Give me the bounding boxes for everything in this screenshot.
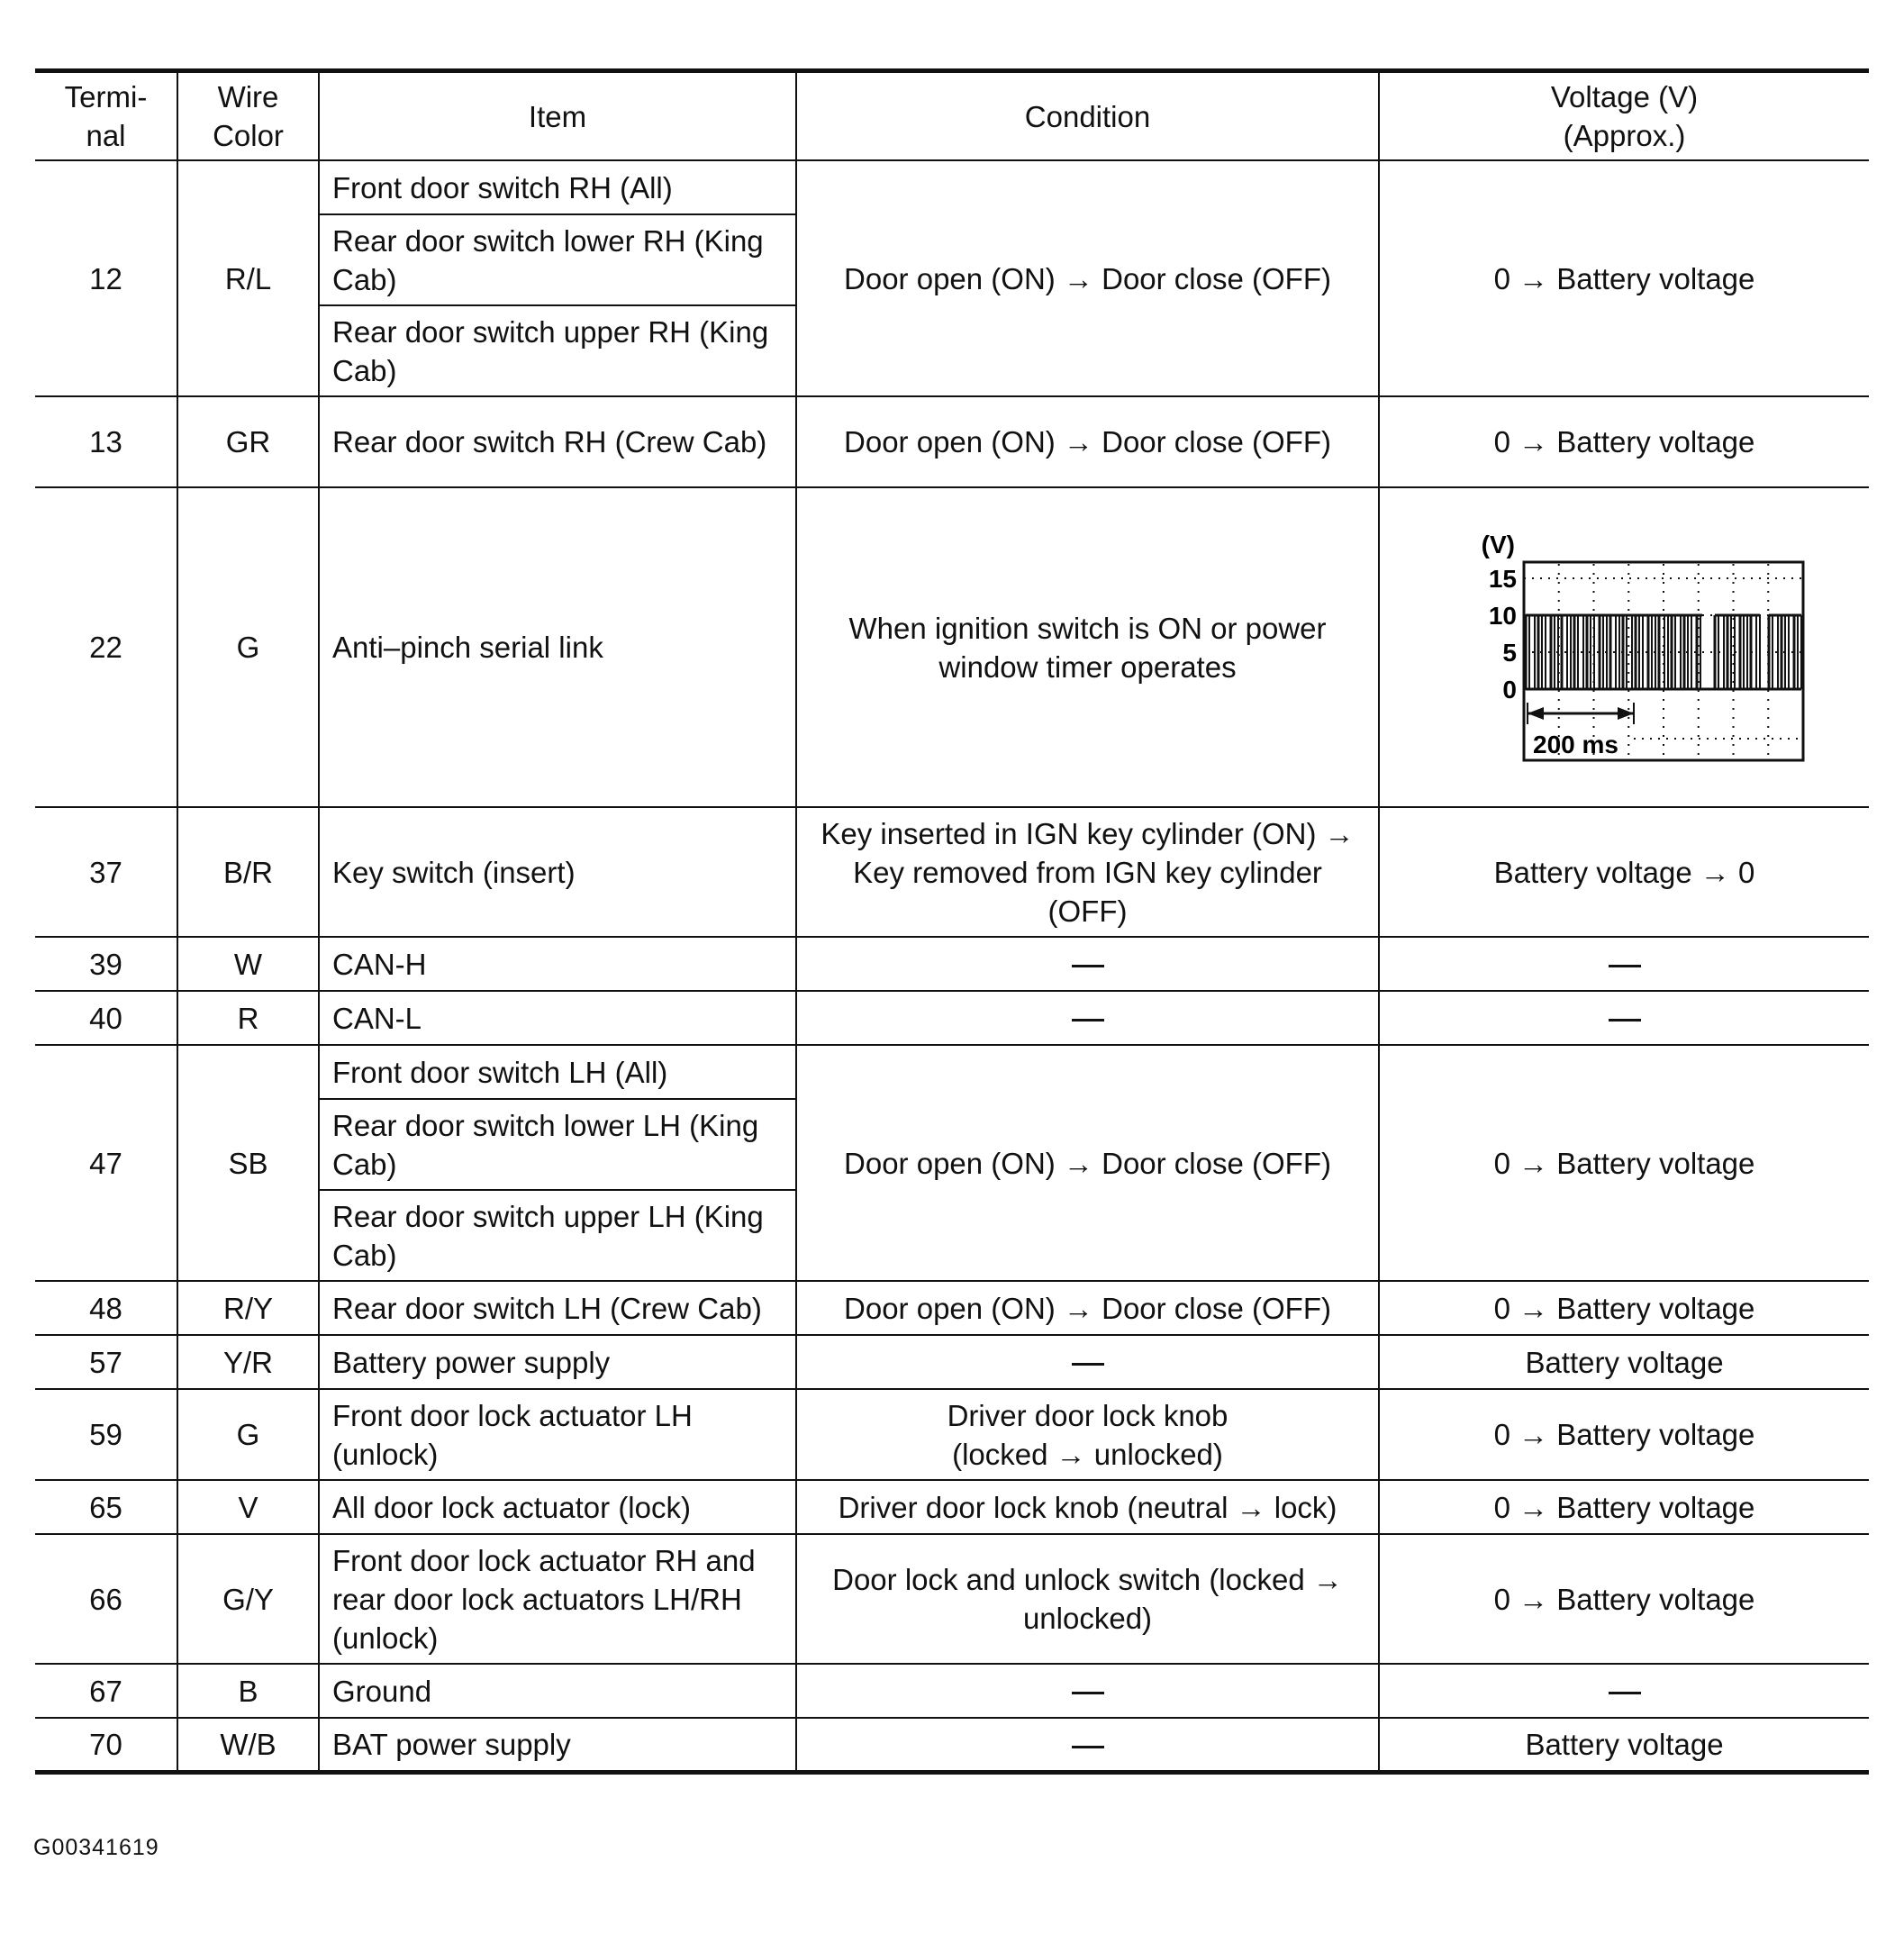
condition-cell: [796, 1389, 1379, 1480]
figure-id: G00341619: [33, 1835, 159, 1860]
item-cell: Rear door switch lower RH (King Cab): [319, 214, 796, 305]
table-row: [35, 1534, 1869, 1664]
terminal-cell: 13: [35, 396, 177, 487]
item-cell: Front door lock actuator LH (unlock): [319, 1389, 796, 1480]
condition-cell: Door open (ON) → Door close (OFF): [796, 160, 1379, 396]
condition-cell: Door lock and unlock switch (locked → unlocked): [796, 1534, 1379, 1664]
item-cell: Front door switch RH (All): [319, 160, 796, 214]
period-label: 200 ms: [1532, 730, 1618, 758]
table-row: [35, 1718, 1869, 1772]
header-row: [35, 71, 1869, 161]
wire-color-cell: G: [177, 1389, 319, 1480]
condition-text: Driver door lock knob (locked → unlocked): [947, 1398, 1229, 1471]
wire-color-cell: B/R: [177, 807, 319, 937]
terminal-cell: 48: [35, 1281, 177, 1335]
dash-icon: [1609, 965, 1641, 967]
table-row: [35, 1664, 1869, 1718]
item-cell: Front door switch LH (All): [319, 1045, 796, 1099]
terminal-spec-table: [35, 68, 1869, 1775]
item-cell: Rear door switch lower LH (King Cab): [319, 1099, 796, 1190]
terminal-cell: 66: [35, 1534, 177, 1664]
condition-cell: [796, 937, 1379, 991]
voltage-cell: 0 → Battery voltage: [1379, 1389, 1869, 1480]
wire-color-cell: W: [177, 937, 319, 991]
condition-cell: [796, 991, 1379, 1045]
item-cell: Key switch (insert): [319, 807, 796, 937]
item-cell: CAN-H: [319, 937, 796, 991]
condition-cell: Door open (ON) → Door close (OFF): [796, 1281, 1379, 1335]
voltage-cell: 0 → Battery voltage: [1379, 160, 1869, 396]
y-tick-label: 5: [1501, 638, 1517, 667]
voltage-cell: [1379, 1664, 1869, 1718]
condition-cell: When ignition switch is ON or power window timer operates: [796, 487, 1379, 807]
terminal-cell: 65: [35, 1480, 177, 1534]
dash-icon: [1609, 1019, 1641, 1021]
wire-color-cell: R: [177, 991, 319, 1045]
table-row: [35, 1045, 1869, 1099]
voltage-cell: 0 → Battery voltage: [1379, 396, 1869, 487]
table-row: [35, 807, 1869, 937]
voltage-cell: Battery voltage → 0: [1379, 807, 1869, 937]
terminal-cell: 57: [35, 1335, 177, 1389]
waveform-oscilloscope: [1445, 526, 1805, 769]
wire-color-cell: G: [177, 487, 319, 807]
dash-icon: [1072, 965, 1104, 967]
header-voltage: Voltage (V) (Approx.): [1379, 71, 1869, 161]
table-row: [35, 1480, 1869, 1534]
condition-cell: [796, 1718, 1379, 1772]
condition-cell: Door open (ON) → Door close (OFF): [796, 396, 1379, 487]
y-tick-label: 0: [1501, 675, 1517, 704]
table-row: [35, 991, 1869, 1045]
terminal-cell: 70: [35, 1718, 177, 1772]
voltage-cell: [1379, 487, 1869, 807]
dash-icon: [1609, 1692, 1641, 1694]
waveform-unit-label: (V): [1481, 530, 1515, 558]
dash-icon: [1072, 1363, 1104, 1366]
voltage-cell: [1379, 991, 1869, 1045]
item-cell: Rear door switch upper LH (King Cab): [319, 1190, 796, 1281]
item-cell: Rear door switch upper RH (King Cab): [319, 305, 796, 396]
table-row: [35, 160, 1869, 214]
y-tick-label: 15: [1488, 564, 1517, 593]
condition-cell: Driver door lock knob (neutral → lock): [796, 1480, 1379, 1534]
table-row: [35, 937, 1869, 991]
terminal-cell: 59: [35, 1389, 177, 1480]
item-cell: Rear door switch RH (Crew Cab): [319, 396, 796, 487]
header-wire-color: Wire Color: [177, 71, 319, 161]
condition-cell: [796, 1335, 1379, 1389]
wire-color-cell: Y/R: [177, 1335, 319, 1389]
terminal-cell: 67: [35, 1664, 177, 1718]
header-condition: Condition: [796, 71, 1379, 161]
terminal-cell: 37: [35, 807, 177, 937]
wire-color-cell: R/L: [177, 160, 319, 396]
condition-cell: [796, 1664, 1379, 1718]
table-row: [35, 1281, 1869, 1335]
item-cell: BAT power supply: [319, 1718, 796, 1772]
table-row: [35, 396, 1869, 487]
voltage-cell: 0 → Battery voltage: [1379, 1281, 1869, 1335]
condition-cell: Door open (ON) → Door close (OFF): [796, 1045, 1379, 1281]
terminal-cell: 47: [35, 1045, 177, 1281]
item-cell: Ground: [319, 1664, 796, 1718]
header-terminal: Termi- nal: [35, 71, 177, 161]
voltage-cell: 0 → Battery voltage: [1379, 1480, 1869, 1534]
terminal-cell: 22: [35, 487, 177, 807]
wire-color-cell: G/Y: [177, 1534, 319, 1664]
wire-color-cell: SB: [177, 1045, 319, 1281]
dash-icon: [1072, 1746, 1104, 1748]
item-cell: All door lock actuator (lock): [319, 1480, 796, 1534]
wire-color-cell: W/B: [177, 1718, 319, 1772]
item-cell: Rear door switch LH (Crew Cab): [319, 1281, 796, 1335]
terminal-cell: 39: [35, 937, 177, 991]
header-item: Item: [319, 71, 796, 161]
dash-icon: [1072, 1692, 1104, 1694]
terminal-cell: 40: [35, 991, 177, 1045]
voltage-cell: [1379, 937, 1869, 991]
item-cell: Anti–pinch serial link: [319, 487, 796, 807]
terminal-spec-document: [35, 68, 1869, 1775]
voltage-cell: Battery voltage: [1379, 1335, 1869, 1389]
waveform-y-ticks: [1488, 565, 1516, 704]
table-row: [35, 1335, 1869, 1389]
item-cell: CAN-L: [319, 991, 796, 1045]
voltage-cell: 0 → Battery voltage: [1379, 1534, 1869, 1664]
wire-color-cell: R/Y: [177, 1281, 319, 1335]
dash-icon: [1072, 1019, 1104, 1021]
terminal-cell: 12: [35, 160, 177, 396]
item-cell: Battery power supply: [319, 1335, 796, 1389]
condition-cell: Key inserted in IGN key cylinder (ON) → Key removed from IGN key cylinder (OFF): [796, 807, 1379, 937]
table-row: [35, 1389, 1869, 1480]
voltage-cell: 0 → Battery voltage: [1379, 1045, 1869, 1281]
wire-color-cell: GR: [177, 396, 319, 487]
voltage-cell: Battery voltage: [1379, 1718, 1869, 1772]
wire-color-cell: B: [177, 1664, 319, 1718]
waveform-pulse-train: [1526, 615, 1801, 689]
item-cell: Front door lock actuator RH and rear door lock actuators LH/RH (unlock): [319, 1534, 796, 1664]
table-row: [35, 487, 1869, 807]
y-tick-label: 10: [1488, 601, 1517, 630]
wire-color-cell: V: [177, 1480, 319, 1534]
